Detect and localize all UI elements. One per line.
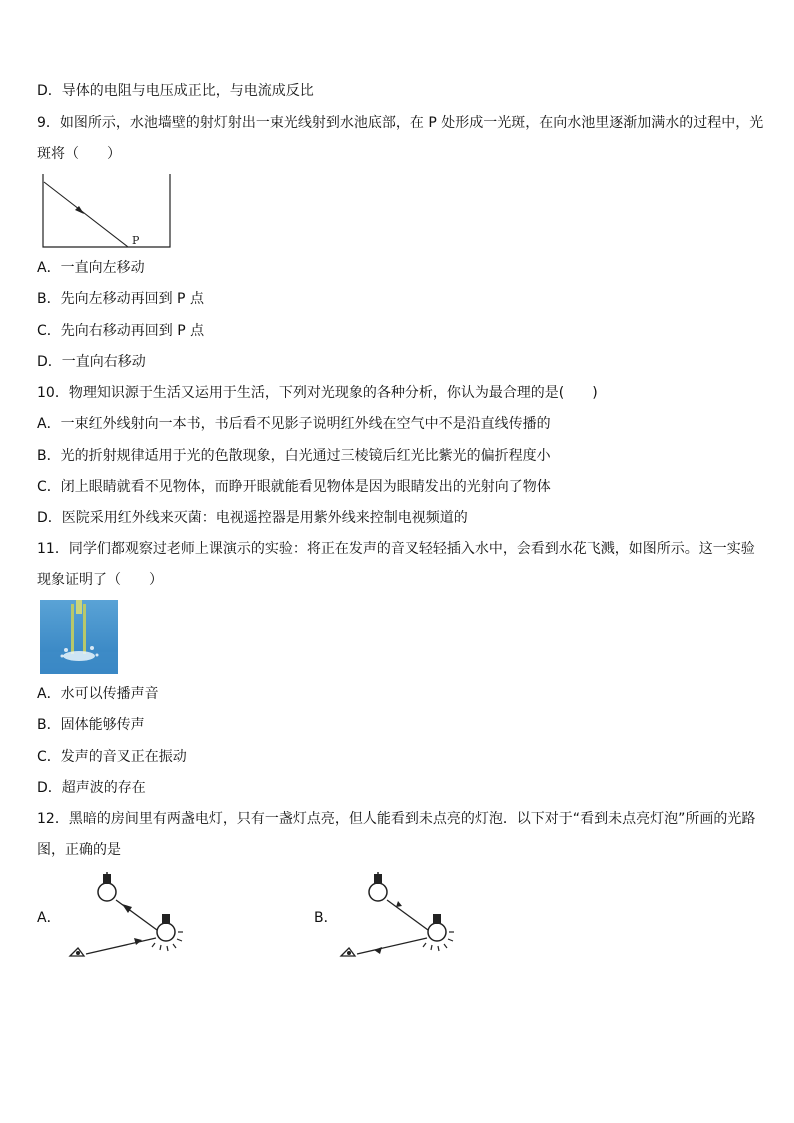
q9-option-b: B．先向左移动再回到 P 点 [37,291,204,307]
q9-option-d: D．一直向右移动 [37,354,146,370]
pool-walls [43,174,170,247]
q12-option-b-label: B． [314,910,338,926]
ray-eye-to-lit [86,938,156,954]
light-ray [44,182,128,247]
q12-stem-line2: 图，正确的是 [37,842,121,858]
ray-lit-to-unlit [116,900,157,930]
q11-tuning-fork-photo [40,600,118,674]
q11-option-a: A．水可以传播声音 [37,686,159,702]
q11-option-c: C．发声的音叉正在振动 [37,749,187,765]
ray-arrow [374,947,382,954]
ray-to-eye [357,938,427,954]
q11-stem-line1: 11．同学们都观察过老师上课演示的实验：将正在发声的音叉轻轻插入水中，会看到水花飞溅，如图所示。这一实验 [37,541,755,557]
eye-icon [70,948,84,956]
prev-option-d: D．导体的电阻与电压成正比，与电流成反比 [37,83,314,99]
q11-option-d: D．超声波的存在 [37,780,146,796]
unlit-bulb-icon [98,872,116,901]
ray-arrow [122,904,132,913]
droplet [90,646,94,650]
droplet [64,648,68,652]
q9-point-p: P [132,234,140,247]
q9-option-a: A．一直向左移动 [37,260,145,276]
ray-arrow [396,901,402,907]
water-splash [63,651,95,661]
q12-option-a-label: A． [37,910,61,926]
q10-option-c: C．闭上眼睛就看不见物体，而睁开眼就能看见物体是因为眼睛发出的光射向了物体 [37,479,551,495]
fork-stem [76,600,82,614]
fork-prong-right [83,604,86,654]
q12-option-a-diagram [64,870,194,962]
q10-option-d: D．医院采用红外线来灭菌：电视遥控器是用紫外线来控制电视频道的 [37,510,468,526]
lit-bulb-icon [423,914,454,951]
q12-option-b-diagram [338,870,468,962]
q11-option-b: B．固体能够传声 [37,717,145,733]
q9-stem-line1: 9．如图所示，水池墙壁的射灯射出一束光线射到水池底部，在 P 处形成一光斑，在向水池里逐渐加满水的过程中，光 [37,115,764,131]
ray-lit-to-unlit [387,900,428,930]
q12-stem-line1: 12．黑暗的房间里有两盏电灯，只有一盏灯点亮，但人能看到未点亮的灯泡．以下对于“看到未点亮灯泡”所画的光路 [37,811,756,827]
q10-option-b: B．光的折射规律适用于光的色散现象，白光通过三棱镜后红光比紫光的偏折程度小 [37,448,551,464]
fork-prong-left [71,604,74,654]
q10-option-a: A．一束红外线射向一本书，书后看不见影子说明红外线在空气中不是沿直线传播的 [37,416,551,432]
q9-pool-figure [40,172,175,250]
unlit-bulb-icon [369,872,387,901]
q11-stem-line2: 现象证明了（ ） [37,572,163,588]
q9-stem-line2: 斑将（ ） [37,146,121,162]
eye-icon [341,948,355,956]
q10-stem: 10．物理知识源于生活又运用于生活，下列对光现象的各种分析，你认为最合理的是( ) [37,385,598,401]
droplet [96,654,99,657]
q9-option-c: C．先向右移动再回到 P 点 [37,323,205,339]
lit-bulb-icon [152,914,183,951]
droplet [61,655,64,658]
